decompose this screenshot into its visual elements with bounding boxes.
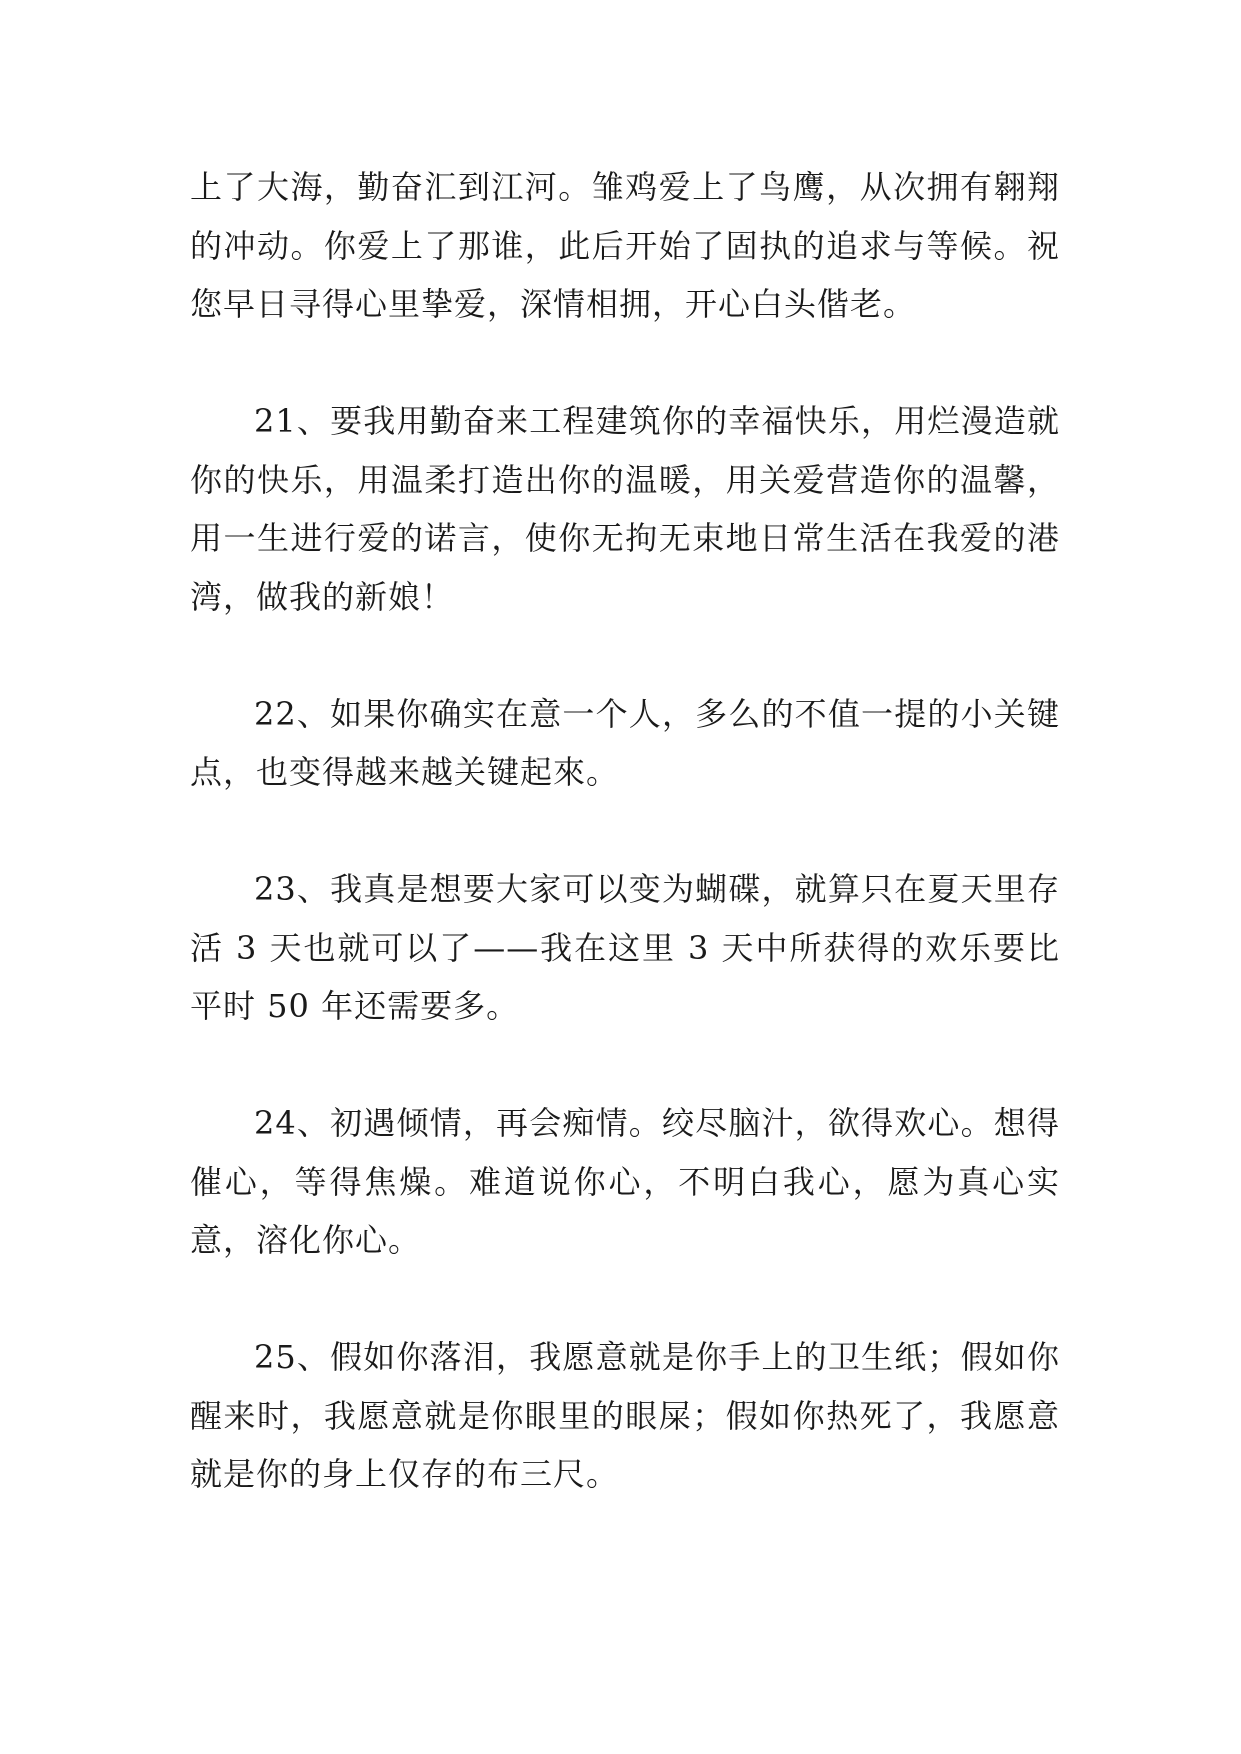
paragraph-25: 25、假如你落泪，我愿意就是你手上的卫生纸；假如你醒来时，我愿意就是你眼里的眼屎；假如你热死了，我愿意就是你的身上仅存的布三尺。 bbox=[190, 1338, 1060, 1493]
paragraph-21: 21、要我用勤奋来工程建筑你的幸福快乐，用烂漫造就你的快乐，用温柔打造出你的温暖，用关爱营造你的温馨，用一生进行爱的诺言，使你无拘无束地日常生活在我爱的港湾，做我的新娘！ bbox=[190, 402, 1060, 616]
document-body bbox=[190, 158, 1060, 1504]
paragraph-24: 24、初遇倾情，再会痴情。绞尽脑汁，欲得欢心。想得催心，等得焦燥。难道说你心，不明白我心，愿为真心实意，溶化你心。 bbox=[190, 1104, 1060, 1259]
paragraph-22: 22、如果你确实在意一个人，多么的不值一提的小关键点，也变得越来越关键起來。 bbox=[190, 694, 1060, 791]
paragraph-continuation: 上了大海，勤奋汇到江河。雏鸡爱上了鸟鹰，从次拥有翱翔的冲动。你爱上了那谁，此后开始了固执的追求与等候。祝您早日寻得心里挚爱，深情相拥，开心白头偕老。 bbox=[190, 168, 1060, 323]
paragraph-23: 23、我真是想要大家可以变为蝴碟，就算只在夏天里存活 3 天也就可以了——我在这里 3 天中所获得的欢乐要比平时 50 年还需要多。 bbox=[190, 870, 1060, 1025]
